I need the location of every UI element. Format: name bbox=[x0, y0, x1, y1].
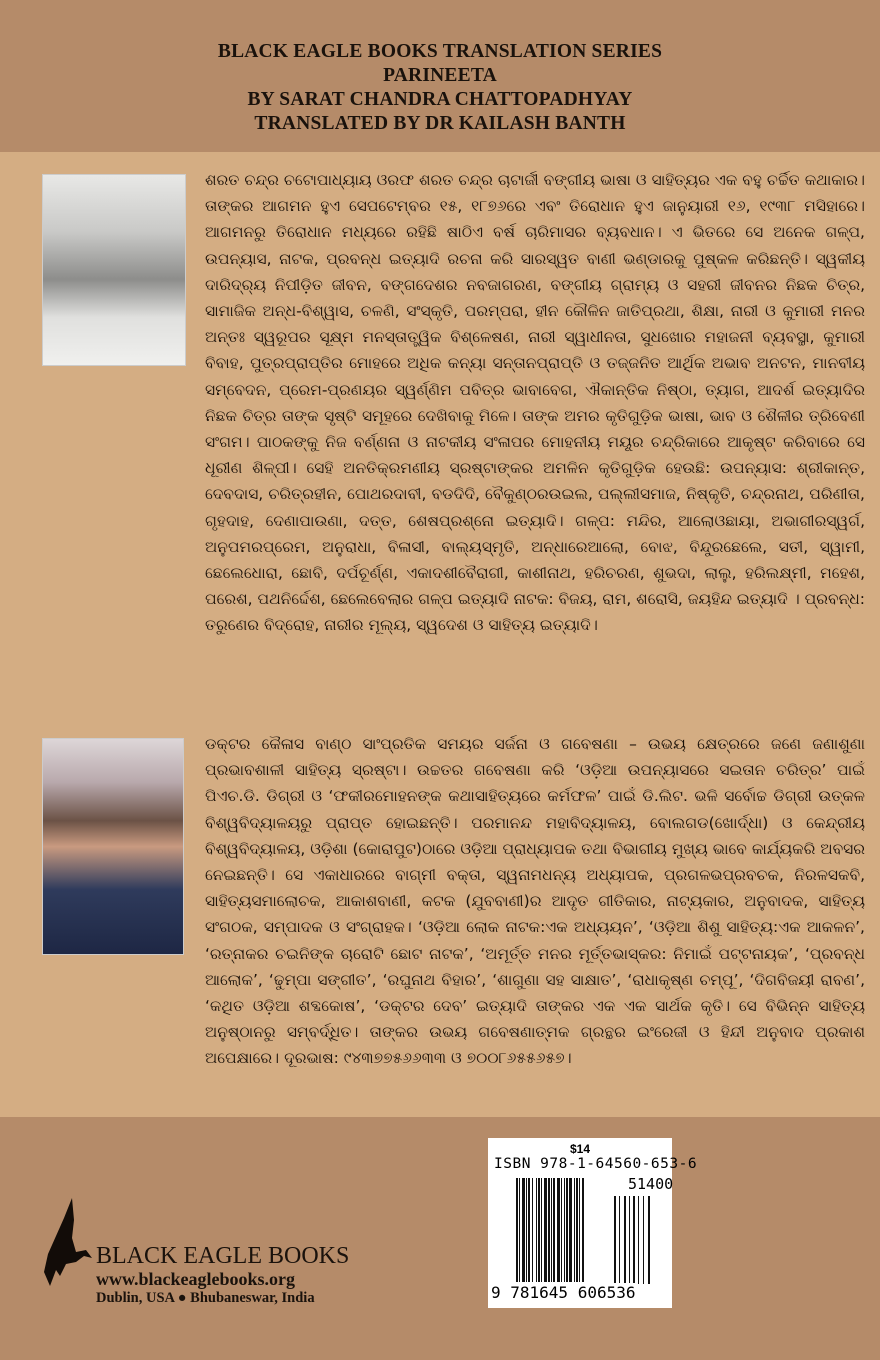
publisher-url: www.blackeaglebooks.org bbox=[96, 1269, 296, 1289]
price-addon-code: 51400 bbox=[628, 1175, 674, 1193]
barcode-bar bbox=[569, 1178, 572, 1282]
publisher-locations: Dublin, USA ● Bhubaneswar, India bbox=[96, 1290, 315, 1306]
barcode-bar bbox=[576, 1178, 578, 1282]
barcode-bar bbox=[532, 1178, 533, 1282]
addon-bar bbox=[619, 1196, 620, 1284]
barcode-digits: 9 781645 606536 bbox=[491, 1283, 636, 1302]
barcode-bar bbox=[564, 1178, 565, 1282]
barcode-bar bbox=[551, 1178, 552, 1282]
barcode-bar bbox=[541, 1178, 542, 1282]
barcode-bar bbox=[553, 1178, 555, 1282]
barcode-bar bbox=[528, 1178, 530, 1282]
barcode-bar bbox=[526, 1178, 527, 1282]
footer-band bbox=[0, 1117, 880, 1360]
isbn-text: ISBN 978-1-64560-653-6 bbox=[494, 1156, 698, 1172]
barcode-bar bbox=[548, 1178, 550, 1282]
publisher-name: BLACK EAGLE BOOKS bbox=[96, 1243, 350, 1269]
book-title: PARINEETA bbox=[383, 65, 497, 86]
barcode-bar bbox=[519, 1178, 520, 1282]
addon-bar bbox=[638, 1196, 639, 1284]
addon-bar bbox=[648, 1196, 650, 1284]
addon-bar bbox=[643, 1196, 644, 1284]
addon-bar bbox=[629, 1196, 630, 1284]
barcode-bar bbox=[561, 1178, 562, 1282]
author-photo bbox=[42, 174, 186, 366]
title-band bbox=[0, 0, 880, 152]
translator-bio: ଡକ୍ଟର କୈଳାସ ବାଣ୍ଠ ସାଂପ୍ରତିକ ସମୟର ସର୍ଜନା ଓ ଗବେଷଣା – ଉଭୟ କ୍ଷେତ୍ରରେ ଜଣେ ଜଣାଶୁଣା ପ୍ରଭାବଶାଳୀ ସାହିତ୍ୟ ସ୍ରଷ୍ଟା। ଉଚ୍ଚତର ଗବେଷଣା କରି ‘ଓଡ଼ିଆ ଉପନ୍ୟାସରେ ସଇତାନ ଚରିତ୍ର’ ପାଇଁ ପିଏଚ.ଡି. ଡିଗ୍ରୀ ଓ ‘ଫକୀରମୋହନଙ୍କ କଥାସାହିତ୍ୟରେ କର୍ମଫଳ’ ପାଇଁ ଡି.ଲିଟ. ଭଳି ସର୍ବୋଚ୍ଚ ଡିଗ୍ରୀ ଉତ୍କଳ ବିଶ୍ୱବିଦ୍ୟାଳୟରୁ ପ୍ରାପ୍ତ ହୋଇଛନ୍ତି। ପରମାନନ୍ଦ ମହାବିଦ୍ୟାଳୟ, ବୋଲଗଡ(ଖୋର୍ଦ୍ଧା) ଓ କେନ୍ଦ୍ରୀୟ ବିଶ୍ୱବିଦ୍ୟାଳୟ, ଓଡ଼ିଶା (କୋରାପୁଟ)ଠାରେ ଓଡ଼ିଆ ପ୍ରାଧ୍ୟାପକ ତଥା ବିଭାଗୀୟ ମୁଖ୍ୟ ଭାବେ କାର୍ଯ୍ୟକରି ଅବସର ନେଇଛନ୍ତି। ସେ ଏକାଧାରରେ ବାଗ୍ମୀ ବକ୍ତା, ସ୍ୱନାମଧନ୍ୟ ଅଧ୍ୟାପକ, ପ୍ରଗଳଭପ୍ରବଚକ, ନିରଳସକବି, ସାହିତ୍ୟସମାଲୋଚକ, ଆକାଶବାଣୀ, କଟକ (ଯୁବବାଣୀ)ର ଆଦୃତ ଗୀତିକାର, ନାଟ୍ୟକାର, ଅନୁବାଦକ, ସାହିତ୍ୟ ସଂଗଠକ, ସମ୍ପାଦକ ଓ ସଂଗ୍ରାହକ। ‘ଓଡ଼ିଆ ଲୋକ ନାଟକ:ଏକ ଅଧ୍ୟୟନ’, ‘ଓଡ଼ିଆ ଶିଶୁ ସାହିତ୍ୟ:ଏକ ଆକଳନ’, ‘ରତ୍ନାକର ଚଇନିଙ୍କ ଚାରୋଟି ଛୋଟ ନାଟକ’, ‘ଅମୂର୍ତ୍ତ ମନର ମୂର୍ତ୍ତଭାସ୍କର: ନିମାଇଁ ପଟ୍ଟନାୟକ’, ‘ପ୍ରବନ୍ଧ ଆଲୋକ’, ‘ଢୁମ୍ପା ସଙ୍ଗୀତ’, ‘ରଘୁନାଥ ବିହାର’, ‘ଶାଗୁଣା ସହ ସାକ୍ଷାତ’, ‘ରାଧାକୃଷ୍ଣ ଚମ୍ପୂ’, ‘ଦିଗବିଜୟୀ ରାବଣ’, ‘କଥିତ ଓଡ଼ିଆ ଶବ୍ଦକୋଷ’, ‘ଡକ୍ଟର ଦେବ’ ଇତ୍ୟାଦି ତାଙ୍କର ଏକ ଏକ ସାର୍ଥକ କୃତି। ସେ ବିଭିନ୍ନ ସାହିତ୍ୟ ଅନୁଷ୍ଠାନରୁ ସମ୍ବର୍ଦ୍ଧିତ। ତାଙ୍କର ଉଭୟ ଗବେଷଣାତ୍ମକ ଗ୍ରନ୍ଥର ଇଂରେଜୀ ଓ ହିନ୍ଦୀ ଅନୁବାଦ ପ୍ରକାଶ ଅପେକ୍ଷାରେ। ଦୂରଭାଷ: ୯୪୩୭୭୫୬୬୩୩ ଓ ୭୦୦୮୬୫୫୬୫୭। bbox=[205, 735, 865, 1068]
author-line: BY SARAT CHANDRA CHATTOPADHYAY bbox=[247, 89, 633, 110]
translator-line: TRANSLATED BY DR KAILASH BANTH bbox=[254, 113, 626, 134]
series-title: BLACK EAGLE BOOKS TRANSLATION SERIES bbox=[217, 41, 663, 62]
eagle-logo-icon bbox=[42, 1198, 92, 1288]
barcode-bar bbox=[557, 1178, 560, 1282]
publisher-block bbox=[96, 1243, 349, 1307]
barcode-bar bbox=[582, 1178, 584, 1282]
author-bio: ଶରତ ଚନ୍ଦ୍ର ଚଟୋପାଧ୍ୟାୟ ଓରଫ ଶରତ ଚନ୍ଦ୍ର ଚାଟାର୍ଜୀ ବଙ୍ଗୀୟ ଭାଷା ଓ ସାହିତ୍ୟର ଏକ ବହୁ ଚର୍ଚ୍ଚିତ କଥାକାର। ତାଙ୍କର ଆଗମନ ହୁଏ ସେପଟେମ୍ବର ୧୫, ୧୮୭୬ରେ ଏବଂ ତିରୋଧାନ ହୁଏ ଜାନୁୟାରୀ ୧୬, ୧୯୩୮ ମସିହାରେ। ଆଗମନରୁ ତିରୋଧାନ ମଧ୍ୟରେ ରହିଛି ଷାଠିଏ ବର୍ଷ ଚାରିମାସର ବ୍ୟବଧାନ। ଏ ଭିତରେ ସେ ଅନେକ ଗଳ୍ପ, ଉପନ୍ୟାସ, ନାଟକ, ପ୍ରବନ୍ଧ ଇତ୍ୟାଦି ରଚନା କରି ସାରସ୍ୱତ ବାଣୀ ଭଣ୍ଡାରକୁ ପୁଷ୍କଳ କରିଛନ୍ତି। ସ୍ୱକୀୟ ଦାରିଦ୍ର୍ୟ ନିପୀଡ଼ିତ ଜୀବନ, ବଙ୍ଗଦେଶର ନବଜାଗରଣ, ବଙ୍ଗୀୟ ଗ୍ରାମ୍ୟ ଓ ସହରୀ ଜୀବନର ନିଛକ ଚିତ୍ର, ସାମାଜିକ ଅନ୍ଧ-ବିଶ୍ୱାସ, ଚଳଣି, ସଂସ୍କୃତି, ପରମ୍ପରା, ହୀନ କୌଳିନ ଜାତିପ୍ରଥା, ଶିକ୍ଷା, ନାରୀ ଓ କୁମାରୀ ମନର ଅନ୍ତଃ ସ୍ୱରୂପର ସୂକ୍ଷ୍ମ ମନସ୍ତାତ୍ତ୍ୱିକ ବିଶ୍ଳେଷଣ, ନାରୀ ସ୍ୱାଧୀନତା, ସୁଧଖୋର ମହାଜନୀ ବ୍ୟବସ୍ଥା, କୁମାରୀ ବିବାହ, ପୁତ୍ରପ୍ରାପ୍ତିର ମୋହରେ ଅଧିକ କନ୍ୟା ସନ୍ତାନପ୍ରାପ୍ତି ଓ ତଜ୍ଜନିତ ଆର୍ଥିକ ଅଭାବ ଅନଟନ, ମାନବୀୟ ସମ୍ବେଦନ, ପ୍ରେମ-ପ୍ରଣୟର ସ୍ୱର୍ଣ୍ଣିମ ପବିତ୍ର ଭାବାବେଗ, ଐକାନ୍ତିକ ନିଷ୍ଠା, ତ୍ୟାଗ, ଆଦର୍ଶ ଇତ୍ୟାଦିର ନିଛକ ଚିତ୍ର ତାଙ୍କ ସୃଷ୍ଟି ସମୂହରେ ଦେଖିବାକୁ ମିଳେ। ତାଙ୍କ ଅମର କୃତିଗୁଡ଼ିକ ଭାଷା, ଭାବ ଓ ଶୈଳୀର ତ୍ରିବେଣୀ ସଂଗମ। ପାଠକଙ୍କୁ ନିଜ ବର୍ଣ୍ଣନା ଓ ନାଟକୀୟ ସଂଳାପର ମୋହନୀୟ ମୟୂର ଚନ୍ଦ୍ରିକାରେ ଆକୃଷ୍ଟ କରିବାରେ ସେ ଧୂରୀଣ ଶିଳ୍ପୀ। ସେହି ଅନତିକ୍ରମଣୀୟ ସ୍ରଷ୍ଟାଙ୍କର ଅମଳିନ କୃତିଗୁଡ଼ିକ ହେଉଛି: ଉପନ୍ୟାସ: ଶ୍ରୀକାନ୍ତ, ଦେବଦାସ, ଚରିତ୍ରହୀନ, ପୋଥରଦାବୀ, ବଡଦିଦି, ବୈକୁଣ୍ଠରଉଇଲ, ପଲ୍ଲୀସମାଜ, ନିଷ୍କୃତି, ଚନ୍ଦ୍ରନାଥ, ପରିଣୀତା, ଗୃହଦାହ, ଦେଣାପାଉଣା, ଦତ୍ତ, ଶେଷପ୍ରଶ୍ନୋ ଇତ୍ୟାଦି। ଗଳ୍ପ: ମନ୍ଦିର, ଆଲୋଓଛାୟା, ଅଭାଗୀରସ୍ୱର୍ଗ, ଅନୁପମରପ୍ରେମ, ଅନୁରାଧା, ବିଳାସୀ, ବାଲ୍ୟସ୍ମୃତି, ଅନ୍ଧାରେଆଲୋ, ବୋଝ, ବିନ୍ଦୁରଛେଲେ, ସତୀ, ସ୍ୱାମୀ, ଛେଲେଧୋରା, ଛୋବି, ଦର୍ପଚୂର୍ଣ୍ଣ, ଏକାଦଶୀବୈରାଗୀ, କାଶୀନାଥ, ହରିଚରଣ, ଶୁଭଦା, ଲାଲୁ, ହରିଲକ୍ଷ୍ମୀ, ମହେଶ, ପରେଶ, ପଥନିର୍ଦ୍ଦେଶ, ଛେଲେବେଲାର ଗଳ୍ପ ଇତ୍ୟାଦି ନାଟକ: ବିଜୟ, ରାମ, ଶରୋସି, ଜୟହିନ୍ଦ ଇତ୍ୟାଦି । ପ୍ରବନ୍ଧ: ତରୁଣେର ବିଦ୍ରୋହ, ନାରୀର ମୂଲ୍ୟ, ସ୍ୱଦେଶ ଓ ସାହିତ୍ୟ ଇତ୍ୟାଦି। bbox=[205, 171, 865, 635]
price-label: $14 bbox=[569, 1142, 591, 1156]
barcode-bar bbox=[579, 1178, 580, 1282]
barcode-box bbox=[488, 1138, 698, 1308]
barcode-bar bbox=[574, 1178, 575, 1282]
barcode-bar bbox=[536, 1178, 537, 1282]
barcode-bar bbox=[516, 1178, 518, 1282]
barcode-bar bbox=[566, 1178, 568, 1282]
barcode-bar bbox=[522, 1178, 525, 1282]
addon-bar bbox=[614, 1196, 616, 1284]
barcode-bar bbox=[544, 1178, 547, 1282]
translator-photo bbox=[42, 738, 184, 955]
addon-bar bbox=[633, 1196, 635, 1284]
barcode-bar bbox=[538, 1178, 540, 1282]
addon-bar bbox=[624, 1196, 626, 1284]
